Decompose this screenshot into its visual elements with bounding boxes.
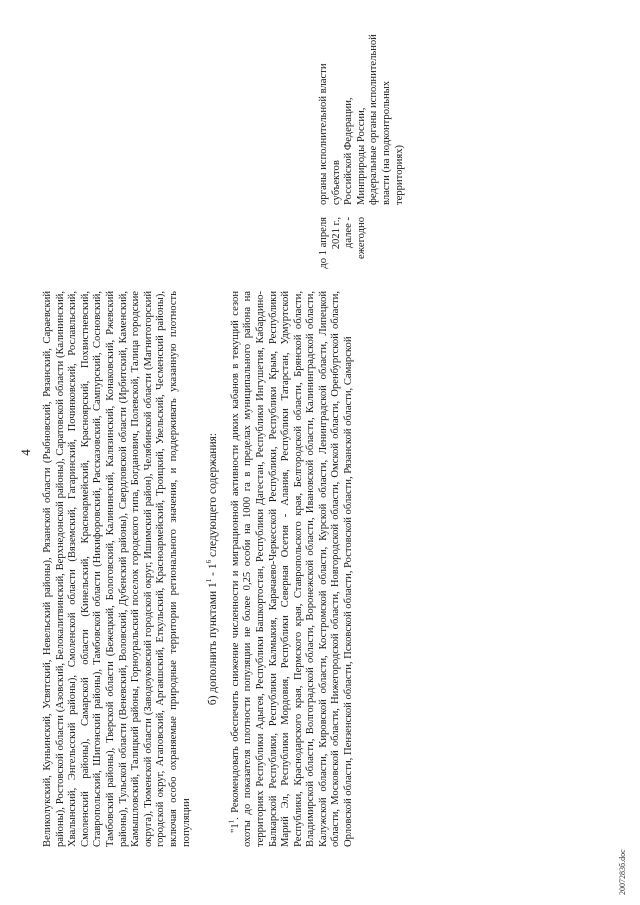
continuation-paragraph: Великолукский, Куньинский, Усвятский, Невельский районы), Рязанской области (Рыбновский, Рязанский, Сараевский районы), Ростовской области (Азовский, Белокалитвинский, Верхнедонской районы), Саратовской области (Калининский, Хвалынский, Энгельсский районы), Смоленской области (Вяземский, Гагаринский, Починковский, Рославльский, Смоленский районы), Самарской области (Кинельский, Красноармейский, Красноярский, Похвистневский, Ставропольский, Шигонский районы), Тамбовской области (Никифоровский, Рассказовский, Сампурский, Сосновский, Тамбовский районы), Тверской области (Бежецкий, Бологовский, Калининский, Калязинский, Конаковский, Ржевский районы), Тульской области (Веневский, Воловский, Дубенский районы), Свердловской области (Ирбитский, Каменский, Камышловский, Талицкий районы, Горноуральский поселок городского типа, Богданович, Полевской, Талица городские округа), Тюменской области (Заводоуковский городской округ, Ишимский район), Челябинской области (Магнитогорский городской округ, Агаповский, Аргаяшский, Еткульский, Красноармейский, Троицкий, Увельский, Чесменский районы), включая особо охраняемые природные территории регионального значения, и поддерживать указанную плотность популяции [42, 291, 192, 847]
main-text-column [42, 291, 356, 847]
term-line: ежегодно [355, 217, 367, 260]
subheading-text-start: б) дополнить пунктами 1 [207, 582, 220, 706]
item-prefix: "1 [229, 823, 241, 833]
executor-line: органы исполнительной власти субъектов [318, 63, 342, 205]
term-line: до 1 апреля [318, 217, 329, 269]
subheading-sup-6: 6 [205, 559, 214, 564]
file-name-footer: 2007283б.doc [618, 849, 627, 895]
term-column [318, 217, 368, 297]
item-sup: 1 [227, 819, 236, 824]
term-line: далее - [343, 217, 355, 249]
item-1-1-paragraph [227, 291, 356, 847]
executors-column [318, 30, 406, 205]
executor-line: федеральные органы исполнительной [368, 34, 380, 205]
executor-line: власти (на подконтрольных территориях) [380, 80, 405, 205]
item-text: . Рекомендовать обеспечить снижение численности и миграционной активности диких кабанов в текущий сезон охоты до показателя плотности популяции не более 0,25 особи на 1000 га в пределах муниципального района на территориях Республики Адыгея, Республики Башкортостан, Республики Дагестан, Республики Ингушетия, Кабардино-Балкарской Республики, Республики Калмыкия, Карачаево-Черкесской Республики, Республики Крым, Республики Марий Эл, Республики Мордовия, Республики Северная Осетия - Алания, Республики Татарстан, Удмуртской Республики, Краснодарского края, Пермского края, Ставропольского края, Белгородской области, Брянской области, Владимирской области, Волгоградской области, Воронежской области, Ивановской области, Калининградской области, Калужской области, Кировской области, Костромской области, Курской области, Ленинградской области, Липецкой области, Московской области, Нижегородской области, Новгородской области, Омской области, Оренбургской области, Орловской области, Пензенской области, Псковской области, Ростовской области, Рязанской области, Самарской [229, 291, 355, 847]
executor-line: Российской Федерации, [343, 97, 355, 205]
subheading-text-mid: - 1 [207, 563, 220, 579]
page-number: 4 [18, 449, 33, 456]
executor-line: Минприроды России, [355, 107, 367, 205]
subheading-text-end: следующего содержания: [207, 432, 220, 560]
subheading-sup-1: 1 [205, 578, 214, 583]
term-line: 2021 г., [330, 217, 342, 250]
section-subheading [207, 291, 220, 847]
